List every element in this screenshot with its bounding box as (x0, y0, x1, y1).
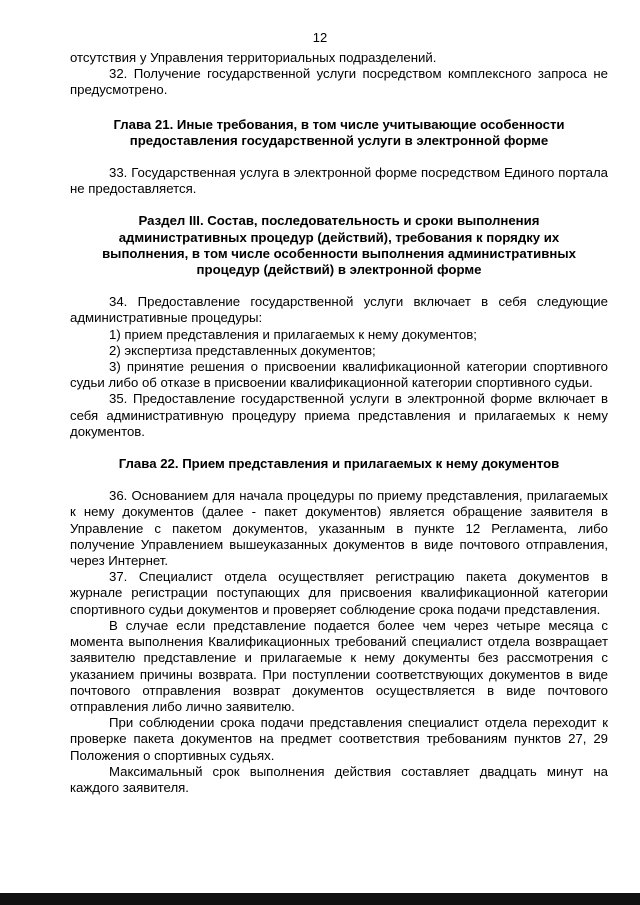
paragraph-deadline-check: При соблюдении срока подачи представления специалист отдела переходит к проверке пакета документов на предмет соответствия требованиям пунктов 27, 29 Положения о спортивных судьях. (70, 715, 608, 763)
list-item: 1) прием представления и прилагаемых к нему документов; (109, 326, 477, 342)
section-3-heading: Раздел III. Состав, последовательность и сроки выполнения административных процедур (действий), требования к порядку их выполнения, в том числе особенности выполнения административных процедур (действий) в электронной форме (102, 213, 576, 278)
paragraph-32: 32. Получение государственной услуги посредством комплексного запроса не предусмотрено. (70, 66, 608, 98)
page-number: 12 (312, 30, 328, 45)
paragraph-continuation: отсутствия у Управления территориальных подразделений. (70, 50, 437, 65)
list-item: 2) экспертиза представленных документов; (109, 342, 376, 358)
paragraph-34: 34. Предоставление государственной услуги включает в себя следующие административные процедуры: (70, 294, 608, 326)
paragraph-36: 36. Основанием для начала процедуры по приему представления, прилагаемых к нему документов (далее - пакет документов) является обращение заявителя в Управление с пакетом документов, указанным в пункте 12 Регламента, либо получение Управлением вышеуказанных документов в виде почтового отправления, через Интернет. (70, 488, 608, 569)
paragraph-max-time: Максимальный срок выполнения действия составляет двадцать минут на каждого заявителя. (70, 763, 608, 795)
document-body (70, 50, 608, 796)
list-item: 3) принятие решения о присвоении квалификационной категории спортивного судьи либо об отказе в присвоении квалификационной категории спортивного судьи. (70, 359, 608, 391)
chapter-22-heading: Глава 22. Прием представления и прилагаемых к нему документов (118, 456, 560, 472)
paragraph-35: 35. Предоставление государственной услуги в электронной форме включает в себя административную процедуру приема представления и прилагаемых к нему документов. (70, 391, 608, 439)
scan-border (0, 893, 640, 905)
chapter-21-heading: Глава 21. Иные требования, в том числе учитывающие особенности предоставления государственной услуги в электронной форме (113, 116, 565, 148)
paragraph-33: 33. Государственная услуга в электронной форме посредством Единого портала не предоставляется. (70, 165, 608, 197)
paragraph-37: 37. Специалист отдела осуществляет регистрацию пакета документов в журнале регистрации поступающих для присвоения квалификационной категории спортивного судьи документов и проверяет соблюдение срока подачи представления. (70, 569, 608, 617)
paragraph-return-case: В случае если представление подается более чем через четыре месяца с момента выполнения Квалификационных требований специалист отдела возвращает заявителю представление и прилагаемые к нему документы без рассмотрения с указанием причины возврата. При поступлении соответствующих документов в виде почтового отправления возврат документов осуществляется в виде почтового отправления либо лично заявителю. (70, 617, 608, 714)
